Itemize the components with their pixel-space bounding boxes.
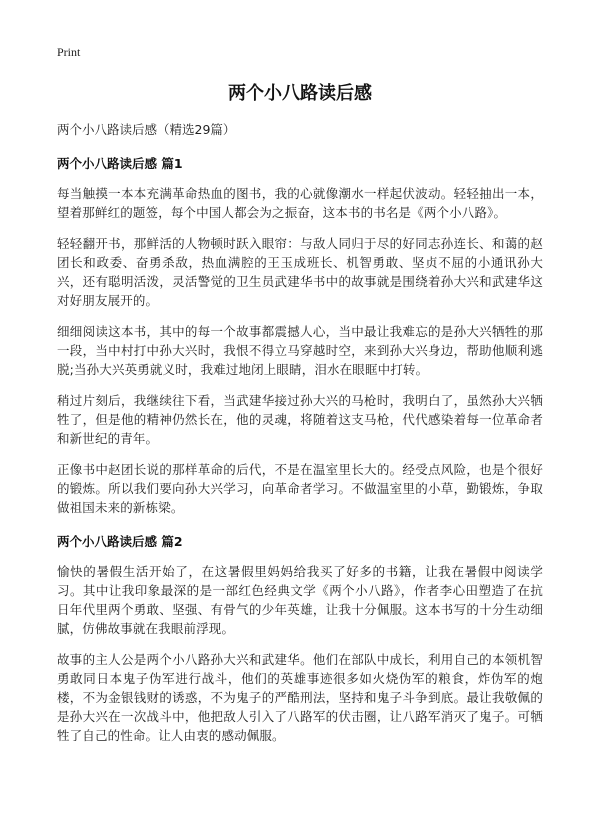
paragraph-2-2: 故事的主人公是两个小八路孙大兴和武建华。他们在部队中成长，利用自己的本领机智勇敢同日本鬼子伪军进行战斗，他们的英雄事迹很多如火烧伪军的粮食，炸伪军的炮楼，不为金银钱财的诱惑，不为鬼子的严酷刑法，坚持和鬼子斗争到底。最让我敬佩的是孙大兴在一次战斗中，他把敌人引入了八路军的伏击圈，让八路军消灭了鬼子。可牺牲了自己的性命。让人由衷的感动佩服。 (57, 652, 543, 743)
paragraph-2-1: 愉快的暑假生活开始了，在这暑假里妈妈给我买了好多的书籍，让我在暑假中阅读学习。其中让我印象最深的是一部红色经典文学《两个小八路》，作者李心田塑造了在抗日年代里两个勇敢、坚强、有骨气的少年英雄，让我十分佩服。这本书写的十分生动细腻，仿佛故事就在我眼前浮现。 (57, 564, 543, 636)
section-heading-1: 两个小八路读后感 篇1 (57, 156, 183, 171)
section-heading-2: 两个小八路读后感 篇2 (57, 534, 183, 549)
print-label: Print (57, 45, 81, 59)
paragraph-1-5: 正像书中赵团长说的那样革命的后代，不是在温室里长大的。经受点风险，也是个很好的锻炼。所以我们要向孙大兴学习，向革命者学习。不做温室里的小草，勤锻炼，争取做祖国未来的新栋梁。 (57, 462, 543, 515)
paragraph-1-4: 稍过片刻后，我继续往下看，当武建华接过孙大兴的马枪时，我明白了，虽然孙大兴牺牲了，但是他的精神仍然长在，他的灵魂，将随着这支马枪，代代感染着每一位革命者和新世纪的青年。 (57, 393, 543, 446)
paragraph-1-2: 轻轻翻开书，那鲜活的人物顿时跃入眼帘：与敌人同归于尽的好同志孙连长、和蔼的赵团长和政委、奋勇杀敌，热血满腔的王玉成班长、机智勇敢、坚贞不屈的小通讯孙大兴，还有聪明活泼，灵活警觉的卫生员武建华书中的故事就是围绕着孙大兴和武建华这对好朋友展开的。 (57, 236, 543, 308)
page-title: 两个小八路读后感 (228, 83, 372, 104)
paragraph-1-3: 细细阅读这本书，其中的每一个故事都震撼人心，当中最让我难忘的是孙大兴牺牲的那一段，当中村打中孙大兴时，我恨不得立马穿越时空，来到孙大兴身边，帮助他顺利逃脱;当孙大兴英勇就义时，我难过地闭上眼睛，泪水在眼眶中打转。 (57, 324, 543, 377)
paragraph-1-1: 每当触摸一本本充满革命热血的图书，我的心就像潮水一样起伏波动。轻轻抽出一本，望着那鲜红的题签，每个中国人都会为之振奋，这本书的书名是《两个小八路》。 (57, 186, 543, 220)
document-subtitle: 两个小八路读后感（精选29篇） (57, 122, 236, 137)
